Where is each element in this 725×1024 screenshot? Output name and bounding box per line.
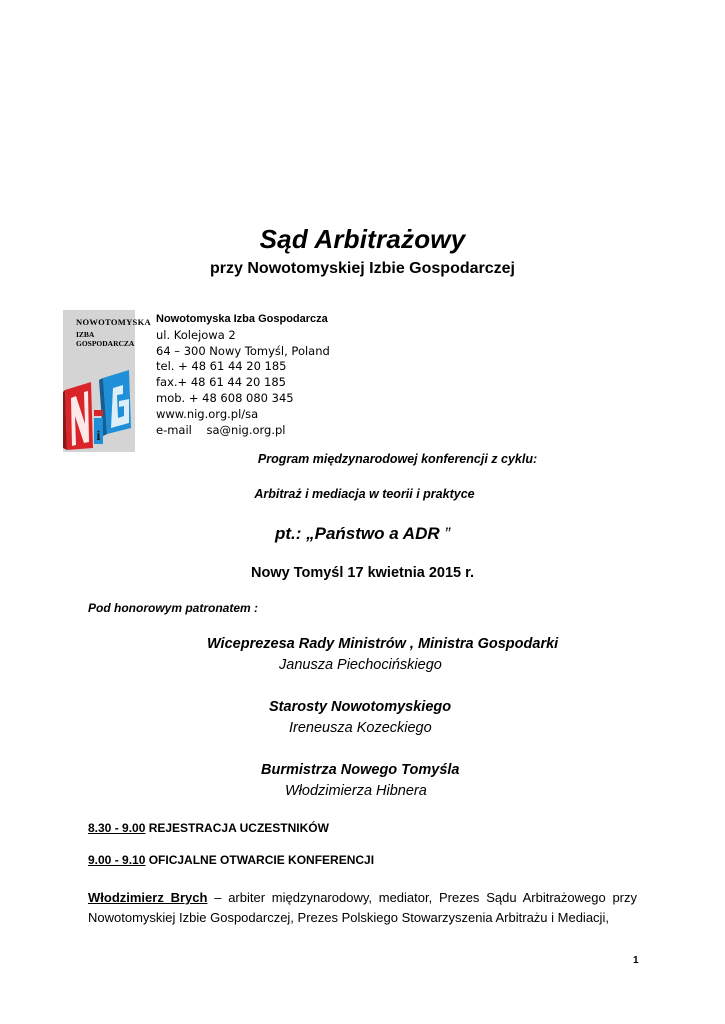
conference-theme xyxy=(0,524,725,544)
address-block xyxy=(156,312,330,438)
patron-name: Włodzimierza Hibnera xyxy=(285,783,427,799)
program-line1: Program międzynarodowej konferencji z cyklu: xyxy=(257,452,538,466)
speaker-paragraph xyxy=(88,888,637,928)
page-title: Sąd Arbitrażowy xyxy=(259,224,466,254)
page-subtitle: przy Nowotomyskiej Izbie Gospodarczej xyxy=(210,260,515,277)
schedule-time: 8.30 - 9.00 xyxy=(88,821,146,835)
schedule-label: REJESTRACJA UCZESTNIKÓW xyxy=(145,821,329,835)
conference-date: Nowy Tomyśl 17 kwietnia 2015 r. xyxy=(251,565,474,581)
email-label: e-mail xyxy=(156,422,192,437)
patron-title: Burmistrza Nowego Tomyśla xyxy=(261,762,460,778)
address-fax: fax.+ 48 61 44 20 185 xyxy=(156,375,286,390)
page-number: 1 xyxy=(633,955,639,966)
patron-name: Janusza Piechocińskiego xyxy=(279,657,442,673)
address-email xyxy=(156,423,330,439)
address-street: ul. Kolejowa 2 xyxy=(156,327,236,342)
speaker-description: – arbiter międzynarodowy, mediator, Prezes Sądu Arbitrażowego przy Nowotomyskiej Izbie Gospodarczej, Prezes Polskiego Stowarzyszenia Arbitrażu i Mediacji, xyxy=(88,890,638,925)
patronage-label: Pod honorowym patronatem : xyxy=(88,601,259,615)
address-www[interactable]: www.nig.org.pl/sa xyxy=(156,406,259,421)
svg-text:i: i xyxy=(96,429,101,444)
patron-name: Ireneusza Kozeckiego xyxy=(289,720,432,736)
theme-suffix: ” xyxy=(439,524,451,543)
speaker-name: Włodzimierz Brych xyxy=(88,890,208,905)
patron-title: Wiceprezesa Rady Ministrów , Ministra Gospodarki xyxy=(207,636,559,652)
email-link[interactable]: sa@nig.org.pl xyxy=(206,422,286,437)
logo-text-line2: IZBA GOSPODARCZA xyxy=(76,330,135,348)
nig-logo-icon xyxy=(63,368,135,452)
nig-logo xyxy=(63,310,151,452)
org-name: Nowotomyska Izba Gospodarcza xyxy=(156,313,328,325)
schedule-item xyxy=(88,853,374,867)
address-city: 64 – 300 Nowy Tomyśl, Poland xyxy=(156,343,330,358)
theme-prefix: pt.: xyxy=(274,524,307,543)
theme-title: „Państwo a ADR xyxy=(306,524,440,543)
address-tel: tel. + 48 61 44 20 185 xyxy=(156,359,287,374)
schedule-label: OFICJALNE OTWARCIE KONFERENCJI xyxy=(145,853,375,867)
schedule-item xyxy=(88,821,329,835)
program-line2: Arbitraż i mediacja w teorii i praktyce xyxy=(254,487,475,501)
address-mob: mob. + 48 608 080 345 xyxy=(156,390,294,405)
schedule-time: 9.00 - 9.10 xyxy=(88,853,146,867)
patron-title: Starosty Nowotomyskiego xyxy=(269,699,452,715)
logo-text-line1: NOWOTOMYSKA xyxy=(76,317,151,327)
